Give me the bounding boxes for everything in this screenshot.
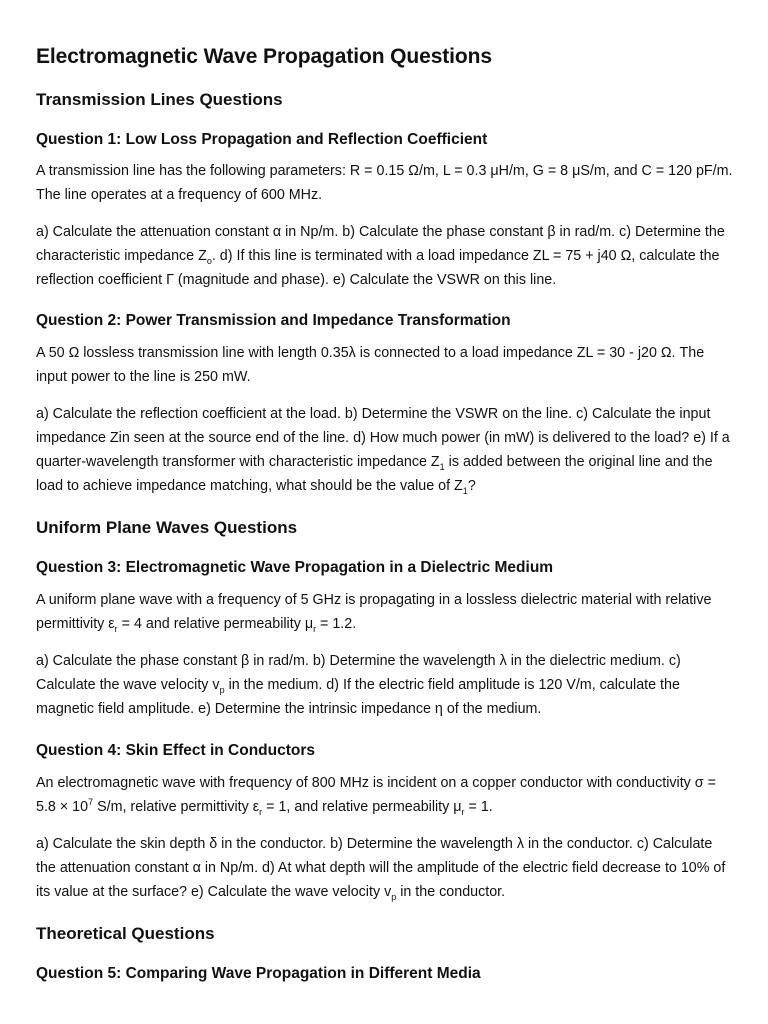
- question-1-heading: Question 1: Low Loss Propagation and Reflection Coefficient: [36, 131, 488, 148]
- question-1-intro: A transmission line has the following parameters: R = 0.15 Ω/m, L = 0.3 μH/m, G = 8 μS/m, and C = 120 pF/m. The line operates at a frequency of 600 MHz.: [36, 163, 733, 203]
- question-5-heading: Question 5: Comparing Wave Propagation in Different Media: [36, 965, 481, 982]
- section-heading-transmission-lines: Transmission Lines Questions: [36, 90, 283, 109]
- question-2-heading: Question 2: Power Transmission and Impedance Transformation: [36, 312, 511, 329]
- question-4-tasks: a) Calculate the skin depth δ in the conductor. b) Determine the wavelength λ in the conductor. c) Calculate the attenuation constant α in Np/m. d) At what depth will the amplitude of the electric field decrease to 10% of its value at the surface? e) Calculate the wave velocity $v_p$ in the conductor.: [36, 836, 726, 902]
- question-4-intro: An electromagnetic wave with frequency of 800 MHz is incident on a copper conductor with conductivity $\sigma = 5.8 \times 10^7$ S/m, relative permittivity $\varepsilon_r = 1$, and relative permeability $\mu_r = 1$.: [36, 775, 716, 817]
- question-2-intro: A 50 Ω lossless transmission line with length 0.35λ is connected to a load impedance ZL = 30 - j20 Ω. The input power to the line is 250 mW.: [36, 345, 705, 385]
- question-4-heading: Question 4: Skin Effect in Conductors: [36, 742, 316, 759]
- section-heading-uniform-plane-waves: Uniform Plane Waves Questions: [36, 518, 298, 537]
- page-title: Electromagnetic Wave Propagation Questions: [36, 45, 492, 68]
- question-2-tasks: a) Calculate the reflection coefficient at the load. b) Determine the VSWR on the line. c) Calculate the input impedance Zin seen at the source end of the line. d) How much power (in mW) is delivered to the load? e) If a quarter-wavelength transformer with characteristic impedance $Z_1$ is added between the original line and the load to achieve impedance matching, what should be the value of $Z_1$?: [36, 406, 730, 496]
- question-1-tasks: a) Calculate the attenuation constant α in Np/m. b) Calculate the phase constant β in rad/m. c) Determine the characteristic impedance $Z_o$. d) If this line is terminated with a load impedance ZL = 75 + j40 Ω, calculate the reflection coefficient Γ (magnitude and phase). e) Calculate the VSWR on this line.: [36, 224, 725, 288]
- question-3-heading: Question 3: Electromagnetic Wave Propagation in a Dielectric Medium: [36, 559, 554, 576]
- question-3-intro: A uniform plane wave with a frequency of 5 GHz is propagating in a lossless dielectric material with relative permittivity $\varepsilon_r = 4$ and relative permeability $\mu_r = 1.2$.: [36, 592, 712, 634]
- section-heading-theoretical: Theoretical Questions: [36, 924, 215, 943]
- question-3-tasks: a) Calculate the phase constant β in rad/m. b) Determine the wavelength λ in the dielectric medium. c) Calculate the wave velocity $v_p$ in the medium. d) If the electric field amplitude is 120 V/m, calculate the magnetic field amplitude. e) Determine the intrinsic impedance η of the medium.: [36, 653, 681, 717]
